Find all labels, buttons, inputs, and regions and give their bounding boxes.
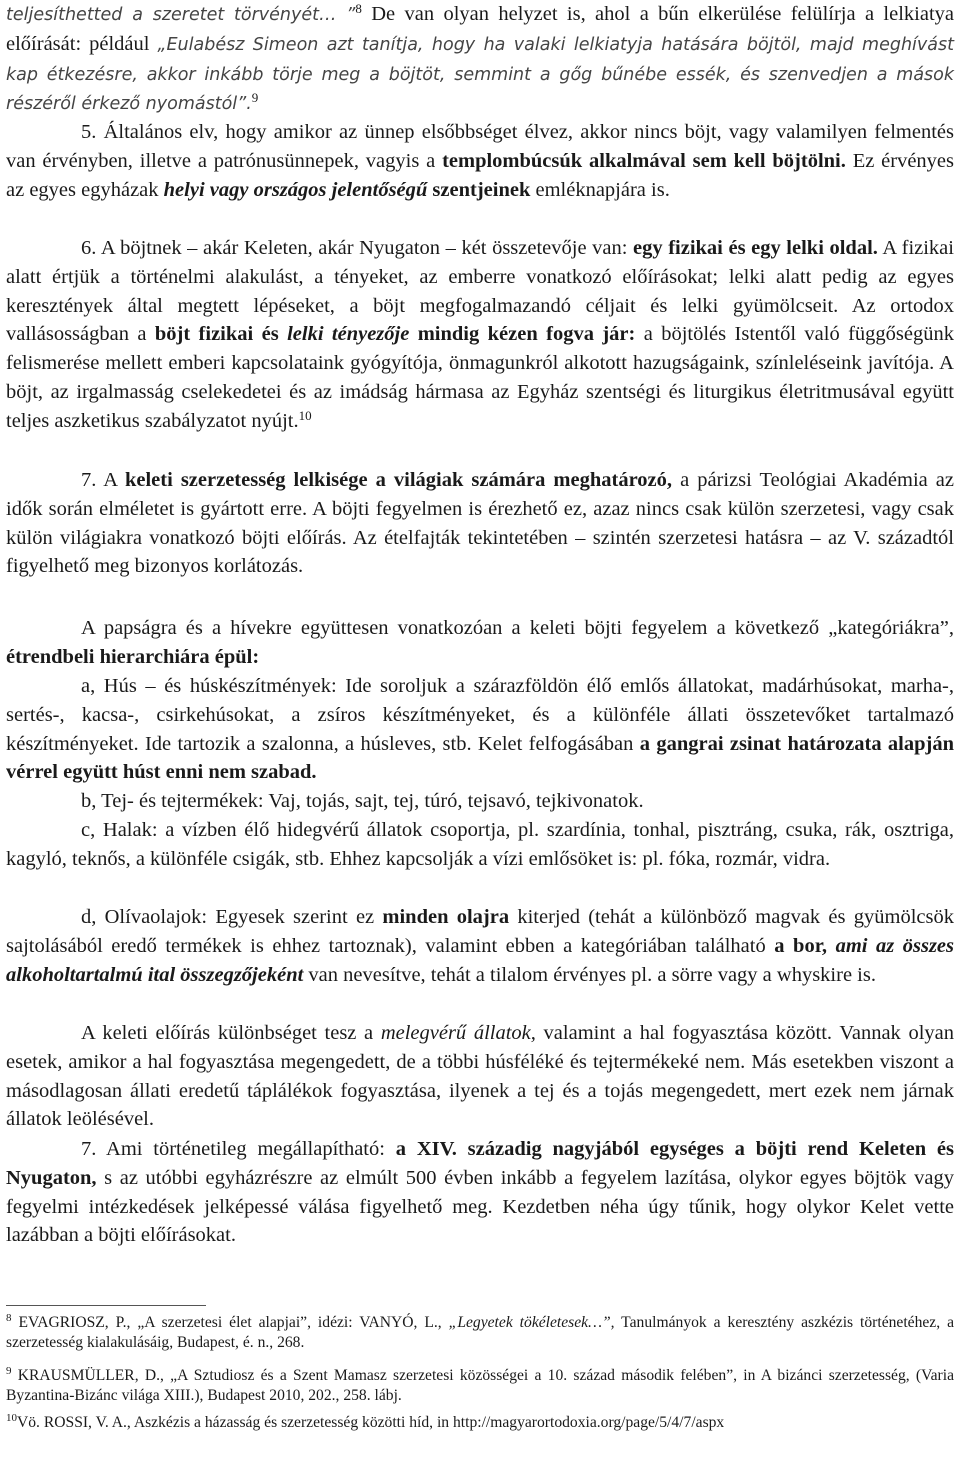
footnote-ref-8[interactable]: 8 — [355, 1, 362, 16]
footnote-8-b: Tanulmányok a keresztény aszkézis történetéhez, a szerzetesség kialakulásáig, Budapest, é. n., 268. — [6, 1314, 954, 1351]
cc-text: c, Halak: a vízben élő hidegvérű állatok csoportja, pl. szardínia, tonhal, pisztráng, csuka, rák, osztriga, kagyló, teknős, a különféle csigák, stb. Ehhez kapcsolják a vízi emlősöket is: pl. fóka, rozmár, vidra. — [6, 819, 954, 870]
footnote-9-text: KRAUSMÜLLER, D., „A Sztudiosz és a Szent Mamasz szerzetesi közösségei a 10. század második felében”, in A bizánci szerzetesség, (Varia Byzantina-Bizánc világa XIII.), Budapest 2010, 202., 258. lábj. — [6, 1367, 954, 1404]
paragraph-7 — [6, 466, 954, 581]
footnote-8-italic: „Legyetek tökéletesek…”, — [448, 1314, 615, 1331]
p7-c: a párizsi Teológiai Akadémia az idők során elméletet is gyártott erre. A böjti fegyelmen is érezhető ez, azaz nincs csak külön szerzetesi, vagy csak külön világiakra vonatkozó böjti előírás. Az ételfajták tekintetében – szintén szerzetesi hatásra – az V. századtól figyelhető meg bizonyos korlátozás. — [6, 469, 954, 578]
ke-b: valamint a hal fogyasztása között. Vannak olyan esetek, amikor a hal fogyasztása megengedett, de a többi húsféléké és tejtermékeké nem. Más esetekben viszont a másodlagosan állati eredetű táplálékok fogyasztása, ilyenek a tej és a tojás megengedett, mert ezek nem járnak állatok leölésével. — [6, 1022, 955, 1131]
footnote-separator — [6, 1305, 206, 1306]
footnote-10 — [6, 1413, 954, 1433]
ca-a: a, Hús – és húskészítmények: Ide soroljuk a szárazföldön élő emlős állatokat, madárhúsokat, marha-, sertés-, kacsa-, csirkehúsokat, a zsíros készítményeket, és a különféle állati összetevőket tartalmazó készítményeket. Ide tartozik a szalonna, a húsleves, stb. Kelet felfogásában — [6, 675, 954, 755]
p5-text2: Ez érvényes az egyes egyházak — [6, 149, 955, 201]
category-c — [6, 816, 954, 874]
ca-b: a gangrai zsinat határozata alapján vérrel együtt húst enni nem szabad. — [6, 732, 954, 784]
paragraph-5 — [6, 118, 954, 204]
cd-bold-italic: ami az összes alkoholtartalmú ital összegzőjeként — [6, 934, 955, 986]
footnote-8-a: EVAGRIOSZ, P., „A szerzetesi élet alapjai”, idézi: VANYÓ, L., — [11, 1314, 449, 1331]
footnote-8 — [6, 1313, 954, 1353]
p5-text3: emléknapjára is. — [530, 178, 670, 201]
p6-bold-italic: lelki tényezője — [278, 323, 410, 346]
p6-b3: mindig kézen fogva jár: — [409, 323, 636, 346]
ke-a: A keleti előírás különbséget tesz a — [81, 1022, 381, 1044]
cb-text: b, Tej- és tejtermékek: Vaj, tojás, sajt, tej, túró, tejsavó, tejkivonatok. — [81, 790, 644, 812]
cat-a: A papságra és a hívekre együttesen vonatkozóan a keleti böjti fegyelem a következő „kategóriákra”, — [81, 617, 954, 639]
footnote-ref-10[interactable]: 10 — [298, 407, 312, 423]
p5-bold: templombúcsúk alkalmával sem kell böjtölni. — [442, 149, 846, 172]
paragraph-6 — [6, 234, 954, 436]
cd-e: van nevesítve, tehát a tilalom érvényes pl. a sörre vagy a whyskire is. — [303, 963, 876, 986]
cat-b: étrendbeli hierarchiára épül: — [6, 645, 260, 668]
q7-a: 7. Ami történetileg megállapítható: — [81, 1138, 396, 1160]
cd-c: kiterjed (tehát a különböző magvak és gyümölcsök sajtolásából eredő termékek is ehhez tartoznak), valamint ebben a kategóriában található — [6, 906, 954, 957]
p6-c: A fizikai alatt értjük a történelmi alakulást, a tényeket, az emberre vonatkozó előírásokat; lelki alatt pedig az egyes keresztények által megtett lépéseket, a böjt megfogalmazandó céljait és lelki gyümölcseit. Az ortodox vallásosságban a — [6, 237, 954, 346]
p5-bold-italic: helyi vagy országos jelentőségű — [163, 178, 428, 201]
q7-b: a XIV. századig nagyjából egységes a böjti rend Keleten és Nyugaton, — [6, 1138, 954, 1189]
paragraph-intro — [6, 0, 954, 119]
footnote-8-num: 8 — [6, 1312, 12, 1324]
footnote-9-num: 9 — [6, 1365, 12, 1377]
paragraph-7b — [6, 1135, 954, 1250]
cd-d: a bor, — [774, 934, 828, 957]
footnote-9 — [6, 1366, 954, 1406]
p6-b2: böjt fizikai és — [154, 323, 279, 346]
p5-bold2: szentjeinek — [427, 178, 531, 201]
category-a — [6, 672, 954, 787]
p6-d: a böjtölés Istentől való függőségünk felismerése mellett emberi kapcsolataink gyógyítója, önmagunkról alkotott hazugságaink, színleléseink javítója. A böjt, az irgalmasság cselekedetei és az imádság hármasa az Egyház szentségi és liturgikus életritmusával együtt teljes aszketikus szabályzatot nyújt. — [6, 323, 954, 432]
cd-a: d, Olívaolajok: Egyesek szerint ez — [81, 906, 383, 928]
p6-b1: egy fizikai és egy lelki oldal. — [633, 237, 878, 259]
paragraph-categories — [6, 614, 954, 672]
cd-b: minden olajra — [382, 906, 510, 928]
p7-a: 7. A — [81, 469, 125, 491]
intro-text: De van olyan helyzet is, ahol a bűn elkerülése felülírja a lelkiatya előírását: például — [6, 3, 954, 55]
footnote-10-num: 10 — [6, 1412, 17, 1424]
category-b — [6, 787, 954, 816]
p7-b: keleti szerzetesség lelkisége a világiak számára meghatározó, — [124, 469, 673, 491]
intro-quote: „Eulabész Simeon azt tanítja, hogy ha valaki lelkiatyja hatására böjtöl, majd meghívást kap étkezésre, akkor inkább törje meg a böjtöt, semmint a gőg bűnébe essék, és szenvedjen a mások részéről érkező nyomástól”. — [6, 34, 954, 115]
q7-c: s az utóbbi egyházrészre az elmúlt 500 évben inkább a fegyelem lazítása, olykor egyes böjtök vagy fegyelmi intézkedések jelképessé válása figyelhető meg. Kezdetben néha úgy tűnik, hogy olykor Kelet vette lazábban a böjti előírásokat. — [6, 1166, 954, 1247]
category-d — [6, 903, 954, 989]
intro-italic-text: teljesíthetted a szeretet törvényét… ” — [6, 5, 356, 25]
ke-italic: melegvérű állatok, — [380, 1022, 536, 1044]
p5-text: 5. Általános elv, hogy amikor az ünnep elsőbbséget élvez, akkor nincs böjt, vagy valamilyen felmentés van érvényben, illetve a patrónusünnepek, vagyis a — [6, 121, 954, 172]
footnote-10-text[interactable]: Vö. ROSSI, V. A., Aszkézis a házasság és szerzetesség közötti híd, in http://magyarortodoxia.org/page/5/4/7/aspx — [17, 1414, 725, 1431]
paragraph-keleti — [6, 1019, 954, 1134]
footnote-ref-9[interactable]: 9 — [251, 90, 259, 106]
p6-a: 6. A böjtnek – akár Keleten, akár Nyugaton – két összetevője van: — [81, 237, 634, 259]
